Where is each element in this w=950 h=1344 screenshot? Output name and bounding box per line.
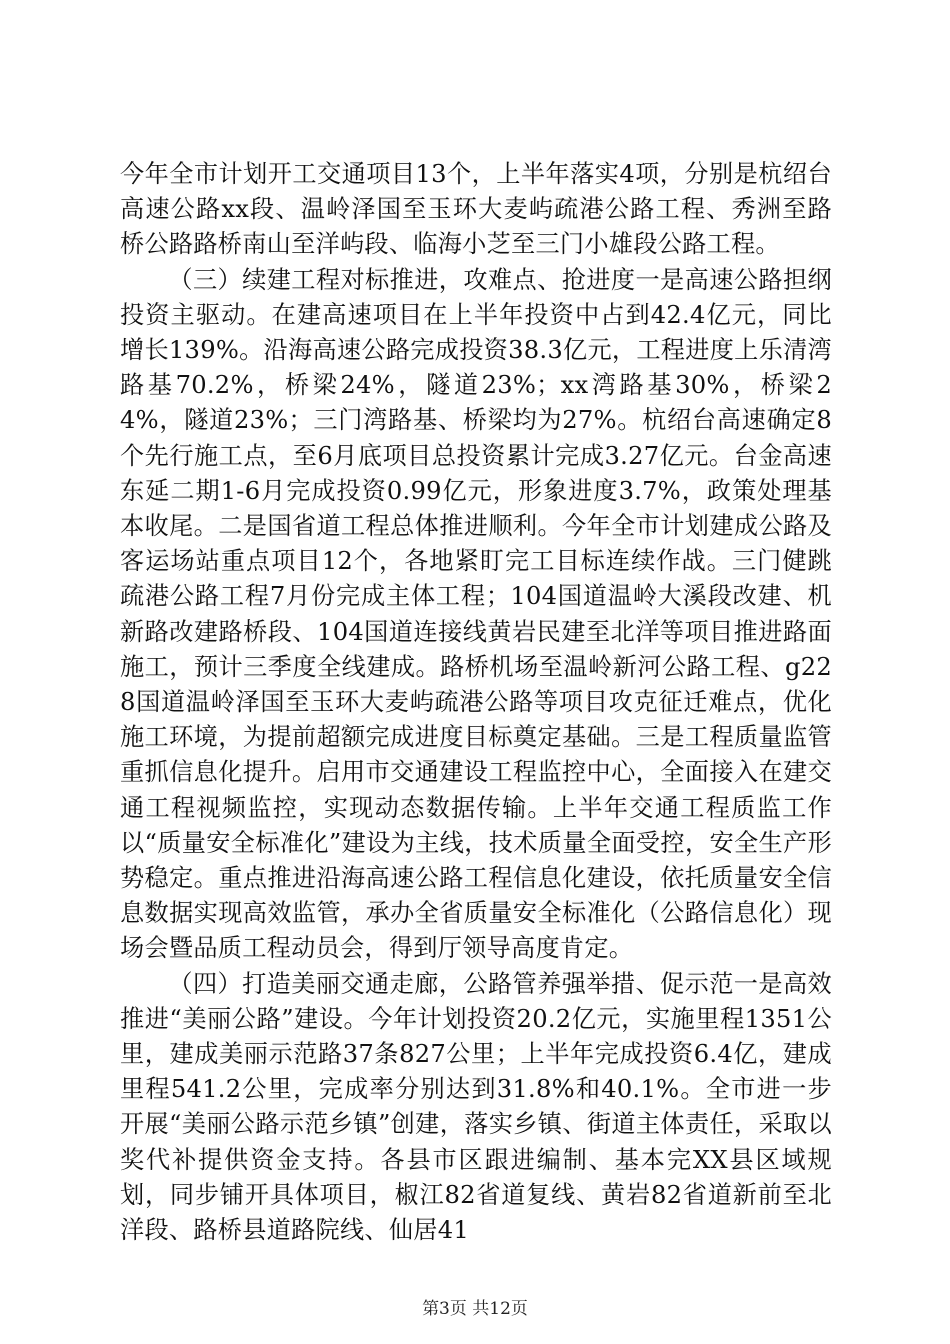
paragraph-section-four: （四）打造美丽交通走廊，公路管养强举措、促示范一是高效推进“美丽公路”建设。今年计划投资20.2亿元，实施里程1351公里，建成美丽示范路37条827公里；上半年完成投资6.4亿，建成里程541.2公里，完成率分别达到31.8%和40.1%。全市进一步开展“美丽公路示范乡镇”创建，落实乡镇、街道主体责任，采取以奖代补提供资金支持。各县市区跟进编制、基本完XX县区域规划，同步铺开具体项目，椒江82省道复线、黄岩82省道新前至北洋段、路桥县道路院线、仙居41 [120,969,832,1245]
paragraph-opening: 今年全市计划开工交通项目13个，上半年落实4项，分别是杭绍台高速公路xx段、温岭泽国至玉环大麦屿疏港公路工程、秀洲至路桥公路路桥南山至洋屿段、临海小芝至三门小雄段公路工程。 [120,160,832,259]
page-number-footer: 第3页 共12页 [422,1299,528,1319]
document-body [120,157,832,1248]
paragraph-section-three: （三）续建工程对标推进，攻难点、抢进度一是高速公路担纲投资主驱动。在建高速项目在上半年投资中占到42.4亿元，同比增长139%。沿海高速公路完成投资38.3亿元，工程进度上乐清湾路基70.2%，桥梁24%，隧道23%；xx湾路基30%，桥梁24%，隧道23%；三门湾路基、桥梁均为27%。杭绍台高速确定8个先行施工点，至6月底项目总投资累计完成3.27亿元。台金高速东延二期1-6月完成投资0.99亿元，形象进度3.7%，政策处理基本收尾。二是国省道工程总体推进顺利。今年全市计划建成公路及客运场站重点项目12个，各地紧盯完工目标连续作战。三门健跳疏港公路工程7月份完成主体工程；104国道温岭大溪段改建、机新路改建路桥段、104国道连接线黄岩民建至北洋等项目推进路面施工，预计三季度全线建成。路桥机场至温岭新河公路工程、g228国道温岭泽国至玉环大麦屿疏港公路等项目攻克征迁难点，优化施工环境，为提前超额完成进度目标奠定基础。三是工程质量监管重抓信息化提升。启用市交通建设工程监控中心，全面接入在建交通工程视频监控，实现动态数据传输。上半年交通工程质监工作以“质量安全标准化”建设为主线，技术质量全面受控，安全生产形势稳定。重点推进沿海高速公路工程信息化建设，依托质量安全信息数据实现高效监管，承办全省质量安全标准化（公路信息化）现场会暨品质工程动员会，得到厅领导高度肯定。 [120,265,832,963]
